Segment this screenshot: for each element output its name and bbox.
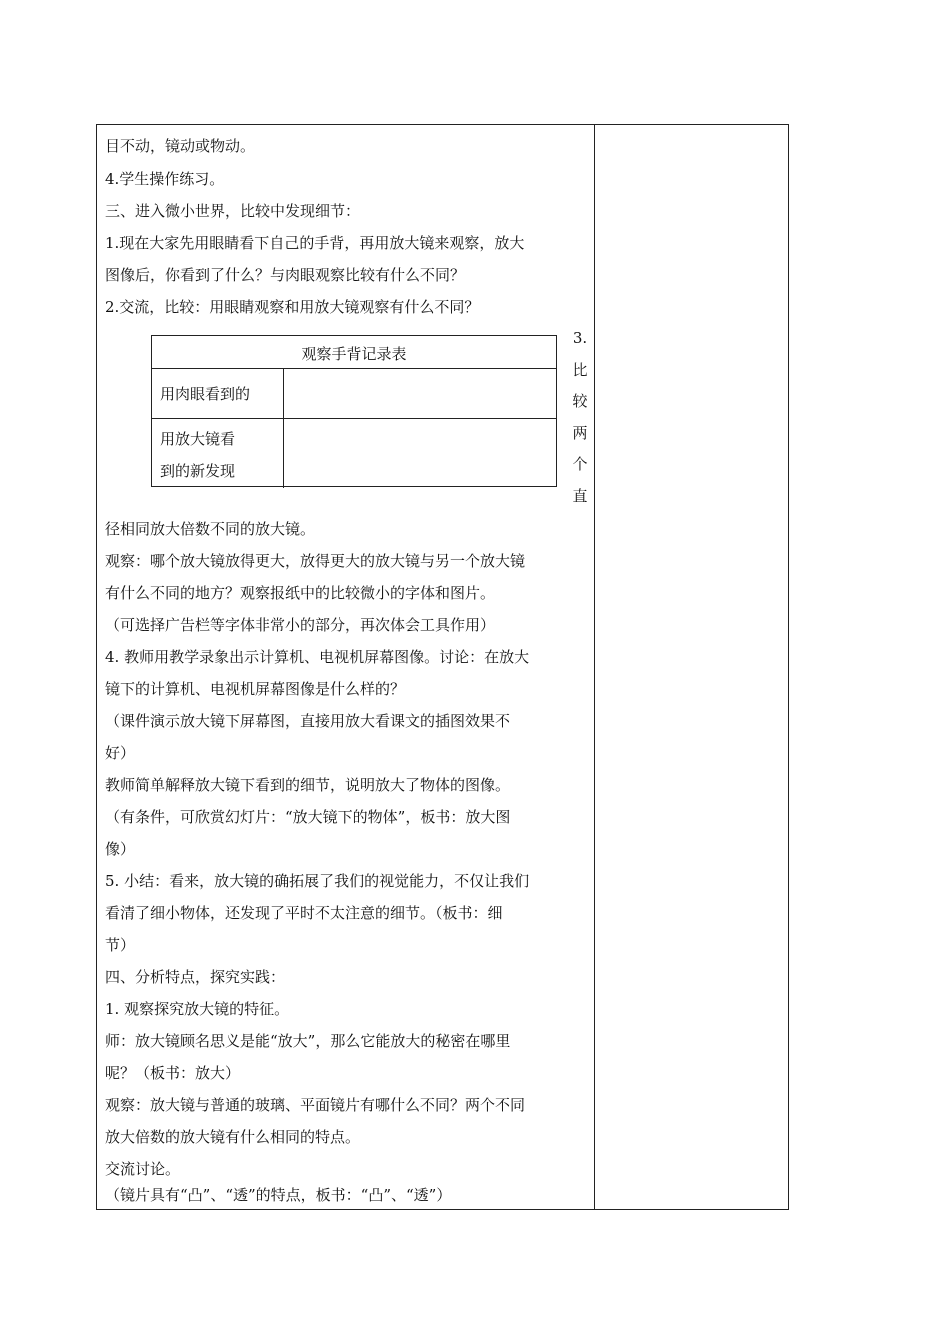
side-char: 两: [572, 423, 588, 442]
text-line: 4.学生操作练习。: [105, 170, 225, 188]
text-line: （可选择广告栏等字体非常小的部分，再次体会工具作用）: [105, 616, 496, 634]
record-table-row-magnifier: [152, 419, 556, 488]
lesson-table: [96, 124, 789, 1210]
text-line: 四、分析特点，探究实践：: [105, 968, 286, 986]
text-line: 师：放大镜顾名思义是能“放大”，那么它能放大的秘密在哪里: [105, 1032, 511, 1050]
side-char: 3.: [572, 329, 588, 347]
text-line: 图像后，你看到了什么？与肉眼观察比较有什么不同？: [105, 266, 466, 284]
text-line: 1. 观察探究放大镜的特征。: [105, 1000, 290, 1018]
text-line: 镜下的计算机、电视机屏幕图像是什么样的？: [105, 680, 406, 698]
text-line: 像）: [105, 840, 136, 858]
text-line: （有条件，可欣赏幻灯片：“放大镜下的物体”，板书：放大图: [105, 808, 511, 826]
row-label-naked-eye: 用肉眼看到的: [160, 385, 251, 403]
record-table-header-row: [152, 336, 556, 369]
text-line: 5. 小结：看来，放大镜的确拓展了我们的视觉能力，不仅让我们: [105, 872, 530, 890]
side-char: 较: [572, 392, 588, 410]
text-line: （课件演示放大镜下屏幕图，直接用放大看课文的插图效果不: [105, 712, 511, 730]
text-line: 看清了细小物体，还发现了平时不太注意的细节。（板书：细: [105, 904, 503, 922]
observation-record-table: [151, 335, 557, 487]
text-line: 呢？（板书：放大）: [105, 1064, 241, 1082]
side-char: 直: [572, 486, 588, 505]
record-table-column-divider: [283, 369, 284, 488]
side-char: 比: [572, 360, 588, 379]
record-table-title: 观察手背记录表: [301, 345, 407, 363]
text-line: 目不动，镜动或物动。: [105, 137, 256, 155]
text-line: 好）: [105, 744, 136, 762]
text-line: 径相同放大倍数不同的放大镜。: [105, 520, 316, 538]
side-wrapped-text: [570, 323, 590, 512]
text-line: 三、进入微小世界，比较中发现细节：: [105, 202, 361, 220]
text-line: 4. 教师用教学录象出示计算机、电视机屏幕图像。讨论：在放大: [105, 648, 530, 666]
text-line: 有什么不同的地方？观察报纸中的比较微小的字体和图片。: [105, 584, 496, 602]
text-line: 放大倍数的放大镜有什么相同的特点。: [105, 1128, 361, 1146]
side-char: 个: [572, 455, 588, 473]
text-line: 教师简单解释放大镜下看到的细节，说明放大了物体的图像。: [105, 776, 511, 794]
text-line: 观察：哪个放大镜放得更大，放得更大的放大镜与另一个放大镜: [105, 552, 526, 570]
text-line: 1.现在大家先用眼睛看下自己的手背，再用放大镜来观察，放大: [105, 234, 525, 252]
text-line: 节）: [105, 936, 136, 954]
text-line: 交流讨论。: [105, 1160, 181, 1178]
text-line: （镜片具有“凸”、“透”的特点，板书：“凸”、“透”）: [105, 1186, 452, 1204]
record-table-row-naked-eye: [152, 369, 556, 419]
row-label-magnifier-line1: 用放大镜看: [160, 430, 236, 448]
notes-cell: [595, 125, 789, 1209]
row-label-magnifier-line2: 到的新发现: [160, 462, 236, 480]
text-line: 2.交流，比较：用眼睛观察和用放大镜观察有什么不同？: [105, 298, 480, 316]
text-line: 观察：放大镜与普通的玻璃、平面镜片有哪什么不同？两个不同: [105, 1096, 526, 1114]
